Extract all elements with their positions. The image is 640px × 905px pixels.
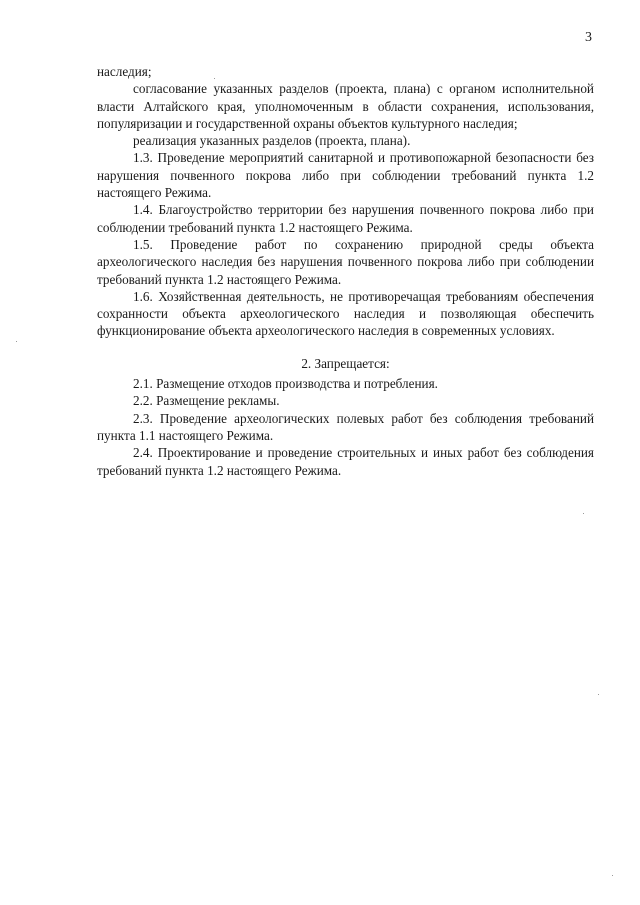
paragraph-approval: согласование указанных разделов (проекта, плана) с органом исполнительной власти Алтайского края, уполномоченным в области сохранения, использования, популяризации и государственной охраны объектов культурного наследия; [97, 81, 594, 131]
paragraph-1-6: 1.6. Хозяйственная деятельность, не противоречащая требованиям обеспечения сохранности объекта археологического наследия и позволяющая обеспечить функционирование объекта археологического наследия в современных условиях. [97, 288, 594, 339]
scan-speck [214, 78, 215, 79]
scan-speck [16, 341, 17, 342]
scan-speck [598, 694, 599, 695]
paragraph-1-3: 1.3. Проведение мероприятий санитарной и противопожарной безопасности без нарушения почвенного покрова либо при соблюдении требований пункта 1.2 настоящего Режима. [97, 150, 594, 201]
paragraph-heritage-continuation: наследия; [97, 64, 152, 79]
section-2-heading: 2. Запрещается: [301, 355, 390, 371]
paragraph-2-2: 2.2. Размещение рекламы. [133, 393, 280, 409]
paragraph-2-4: 2.4. Проектирование и проведение строительных и иных работ без соблюдения требований пункта 1.2 настоящего Режима. [97, 445, 594, 478]
page-number: 3 [585, 30, 592, 45]
paragraph-1-4: 1.4. Благоустройство территории без нарушения почвенного покрова либо при соблюдении требований пункта 1.2 настоящего Режима. [97, 202, 594, 235]
paragraph-2-1: 2.1. Размещение отходов производства и потребления. [133, 376, 438, 392]
document-body [97, 63, 594, 479]
paragraph-implementation: реализация указанных разделов (проекта, плана). [133, 133, 411, 149]
scan-speck [583, 513, 584, 514]
paragraph-1-5: 1.5. Проведение работ по сохранению природной среды объекта археологического наследия без нарушения почвенного покрова либо при соблюдении требований пункта 1.2 настоящего Режима. [97, 236, 594, 287]
scan-speck [612, 875, 613, 876]
paragraph-2-3: 2.3. Проведение археологических полевых работ без соблюдения требований пункта 1.1 настоящего Режима. [97, 410, 594, 443]
